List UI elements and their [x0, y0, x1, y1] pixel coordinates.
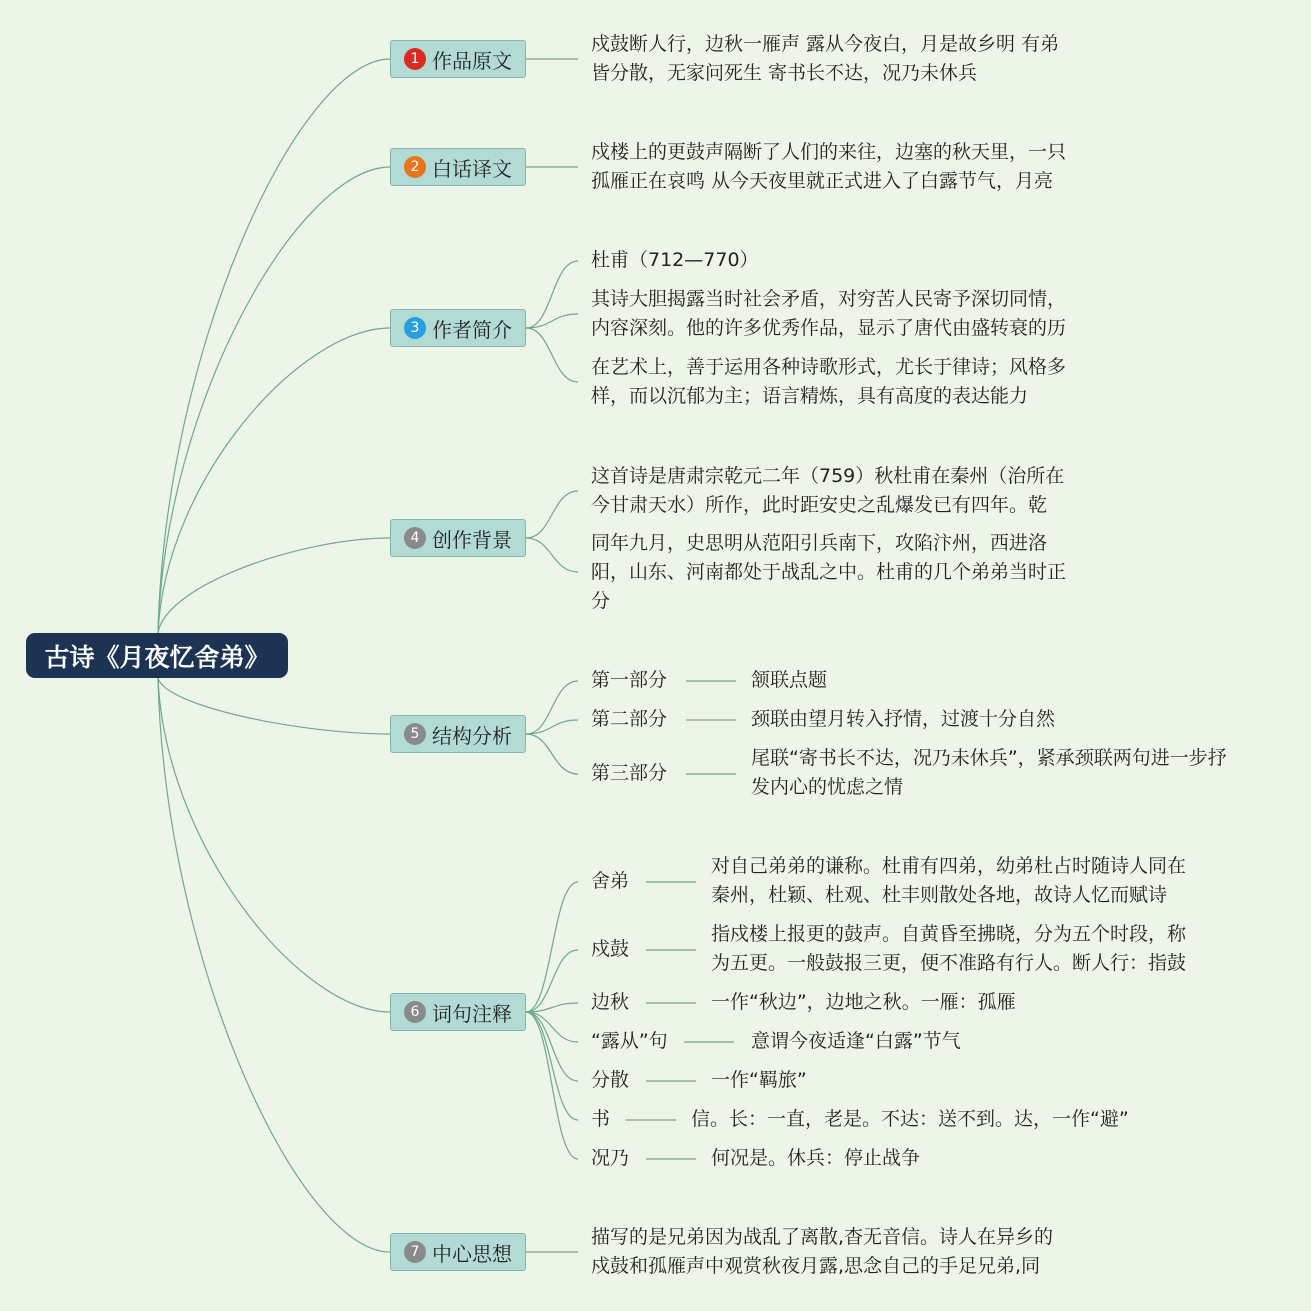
annotation-key: 书	[591, 1108, 611, 1130]
root-topic[interactable]: 古诗《月夜忆舍弟》	[26, 633, 288, 678]
author-item: 其诗大胆揭露当时社会矛盾，对穷苦人民寄予深切同情， 内容深刻。他的许多优秀作品，显示了唐代由盛转衰的历	[591, 288, 1067, 339]
badge-1-icon: 1	[404, 48, 426, 70]
badge-5-icon: 5	[404, 723, 426, 745]
branch-4-background[interactable]	[390, 519, 526, 557]
badge-2-icon: 2	[404, 156, 426, 178]
annotation-value: 何况是。休兵：停止战争	[711, 1147, 921, 1169]
branch-label: 作者简介	[432, 317, 512, 342]
background-item: 这首诗是唐肃宗乾元二年（759）秋杜甫在秦州（治所在 今甘肃天水）所作，此时距安史之乱爆发已有四年。乾	[591, 465, 1065, 516]
annotation-key: 边秋	[591, 991, 630, 1013]
branch-3-author[interactable]	[390, 309, 526, 347]
badge-6-icon: 6	[404, 1001, 426, 1023]
structure-value: 颔联点题	[751, 669, 828, 691]
annotation-value: 一作“秋边”，边地之秋。一雁：孤雁	[711, 991, 1016, 1013]
branch-label: 白话译文	[432, 156, 512, 181]
author-item: 在艺术上，善于运用各种诗歌形式，尤长于律诗；风格多 样，而以沉郁为主；语言精炼，具有高度的表达能力	[591, 356, 1067, 407]
branch-1-original-text[interactable]	[390, 40, 526, 78]
branch-7-central-idea[interactable]	[390, 1233, 526, 1271]
structure-value: 颈联由望月转入抒情，过渡十分自然	[751, 708, 1056, 730]
structure-key: 第三部分	[591, 762, 668, 784]
branch-5-structure[interactable]	[390, 715, 526, 753]
annotation-value: 对自己弟弟的谦称。杜甫有四弟，幼弟杜占时随诗人同在 秦州，杜颖、杜观、杜丰则散处各地，故诗人忆而赋诗	[711, 855, 1187, 906]
annotation-key: 舍弟	[591, 870, 630, 892]
annotation-value: 一作“羁旅”	[711, 1069, 807, 1091]
annotation-value: 信。长：一直，老是。不达：送不到。达，一作“避”	[691, 1108, 1129, 1130]
central-idea-text: 描写的是兄弟因为战乱了离散,杳无音信。诗人在异乡的 戍鼓和孤雁声中观赏秋夜月露,思念自己的手足兄弟,同	[591, 1226, 1054, 1277]
annotation-value: 指戍楼上报更的鼓声。自黄昏至拂晓，分为五个时段，称 为五更。一般鼓报三更，便不准路有行人。断人行：指鼓	[711, 923, 1187, 974]
structure-value: 尾联“寄书长不达，况乃未休兵”，紧承颈联两句进一步抒 发内心的忧虑之情	[751, 747, 1227, 798]
branch-label: 结构分析	[432, 723, 512, 748]
annotation-key: 况乃	[591, 1147, 630, 1169]
original-text: 戍鼓断人行，边秋一雁声 露从今夜白，月是故乡明 有弟 皆分散，无家问死生 寄书长不达，况乃未休兵	[591, 33, 1060, 84]
structure-key: 第一部分	[591, 669, 668, 691]
branch-label: 创作背景	[432, 527, 512, 552]
annotation-key: “露从”句	[591, 1030, 668, 1052]
badge-4-icon: 4	[404, 527, 426, 549]
branch-label: 作品原文	[432, 48, 512, 73]
structure-key: 第二部分	[591, 708, 668, 730]
author-item: 杜甫（712—770）	[591, 249, 759, 271]
annotation-key: 戍鼓	[591, 938, 630, 960]
translation-text: 戍楼上的更鼓声隔断了人们的来往，边塞的秋天里，一只 孤雁正在哀鸣 从今天夜里就正式进入了白露节气，月亮	[591, 141, 1067, 192]
badge-3-icon: 3	[404, 317, 426, 339]
branch-6-annotations[interactable]	[390, 993, 526, 1031]
badge-7-icon: 7	[404, 1241, 426, 1263]
annotation-key: 分散	[591, 1069, 630, 1091]
branch-label: 词句注释	[432, 1001, 512, 1026]
branch-label: 中心思想	[432, 1241, 512, 1266]
annotation-value: 意谓今夜适逢“白露”节气	[751, 1030, 961, 1052]
background-item: 同年九月，史思明从范阳引兵南下，攻陷汴州，西进洛 阳，山东、河南都处于战乱之中。杜甫的几个弟弟当时正 分	[591, 532, 1067, 612]
branch-2-translation[interactable]	[390, 148, 526, 186]
